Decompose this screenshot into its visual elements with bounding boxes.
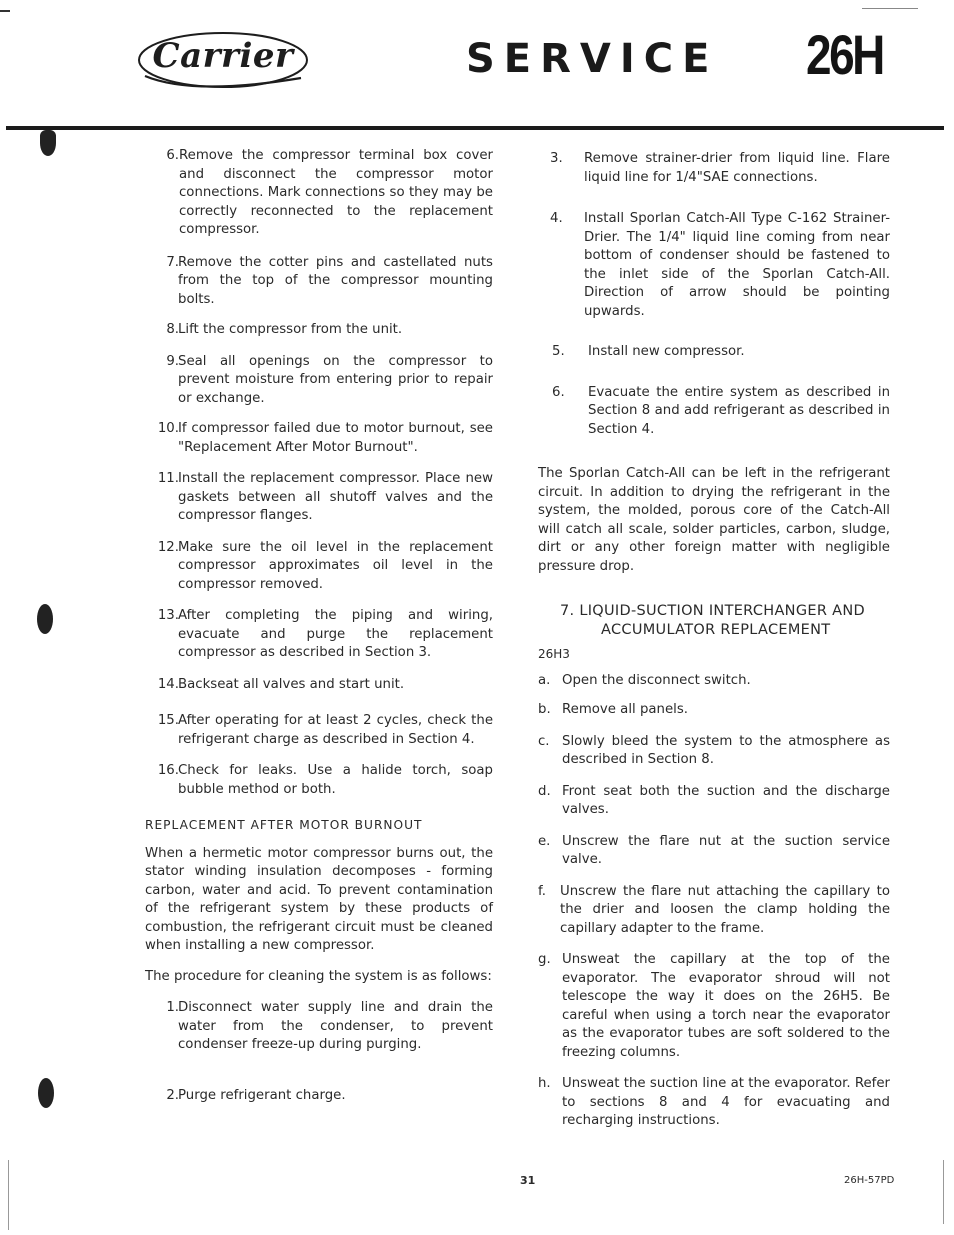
step-text: Remove the cotter pins and castellated nuts from the top of the compressor mounting bolts. [178, 254, 493, 307]
step-number: c. [538, 733, 550, 749]
step-number: f. [538, 883, 546, 899]
list-item [145, 470, 493, 526]
step-text: Unsweat the suction line at the evaporator. Refer to sections 8 and 4 for evacuating and recharging instructions. [562, 1076, 890, 1128]
step-number: 9. [166, 353, 179, 369]
left-margin-line [8, 1160, 9, 1230]
burnout-heading: REPLACEMENT AFTER MOTOR BURNOUT [145, 818, 423, 832]
catchall-paragraph: The Sporlan Catch-All can be left in the refrigerant circuit. In addition to drying the refrigerant in the system, the molded, porous core of the Catch-All will catch all scale, solder particles, carbon, sludge, dirt or any other foreign matter with negligible pressure drop. [538, 466, 890, 574]
step-number: 5. [552, 344, 565, 359]
step-number: 6. [166, 148, 179, 163]
step-text: Lift the compressor from the unit. [178, 322, 403, 337]
step-text: Unscrew the flare nut at the suction service valve. [562, 833, 890, 867]
carrier-logo [133, 30, 313, 102]
top-right-mark [862, 8, 918, 9]
list-item [145, 1087, 493, 1106]
step-number: 13. [157, 608, 179, 623]
list-item [145, 539, 493, 595]
step-number: 14. [157, 676, 179, 692]
step-number: b. [538, 702, 551, 717]
list-item [538, 783, 890, 820]
binder-hole-middle [37, 604, 53, 634]
step-text: After completing the piping and wiring, evacuate and purge the replacement compressor as described in Section 3. [178, 608, 493, 660]
header-rule [6, 126, 944, 130]
model-tag: 26H3 [538, 647, 570, 661]
list-item [538, 210, 890, 321]
model-number: 26H [806, 23, 883, 86]
list-item [538, 343, 890, 362]
step-number: a. [538, 672, 551, 688]
list-item [538, 701, 890, 720]
section-7-heading-line-2: ACCUMULATOR REPLACEMENT [601, 622, 831, 638]
list-item [145, 762, 493, 799]
burnout-paragraph: When a hermetic motor compressor burns out, the stator winding insulation decomposes - forming carbon, water and acid. To prevent contamination of the refrigerant system by these products of combustion, the refrigerant circuit must be cleaned when installing a new compressor. [145, 845, 493, 953]
step-text: Open the disconnect switch. [562, 672, 751, 688]
list-item [538, 951, 890, 1062]
step-text: Purge refrigerant charge. [178, 1087, 346, 1103]
right-margin-line [943, 1160, 944, 1224]
step-text: Install Sporlan Catch-All Type C-162 Strainer-Drier. The 1/4" liquid line coming from near bottom of condenser should be fastened to the inlet side of the Sporlan Catch-All. Direction of arrow should be pointing upwards. [584, 211, 890, 319]
list-item [145, 420, 493, 457]
list-item [145, 147, 493, 240]
page-number: 31 [520, 1174, 536, 1187]
step-text: Remove strainer-drier from liquid line. Flare liquid line for 1/4"SAE connections. [584, 151, 890, 185]
step-text: Slowly bleed the system to the atmosphere as described in Section 8. [562, 733, 890, 767]
left-column [145, 147, 493, 1105]
binder-hole-bottom [38, 1078, 54, 1108]
step-number: 16. [157, 763, 179, 778]
right-column [538, 150, 890, 1131]
section-7-heading-line-1: 7. LIQUID-SUCTION INTERCHANGER AND [560, 603, 865, 619]
step-text: Check for leaks. Use a halide torch, soap bubble method or both. [178, 763, 493, 797]
step-number: 12. [157, 539, 179, 555]
step-number: 3. [550, 151, 563, 166]
list-item [145, 254, 493, 310]
step-number: 11. [157, 471, 179, 486]
step-text: Front seat both the suction and the discharge valves. [562, 783, 890, 817]
list-item [538, 384, 890, 440]
burnout-intro: The procedure for cleaning the system is as follows: [145, 968, 492, 984]
step-text: Install new compressor. [588, 344, 745, 359]
list-item [145, 607, 493, 663]
step-text: Unscrew the flare nut attaching the capillary to the drier and loosen the clamp holding the capillary adapter to the frame. [560, 883, 890, 936]
step-number: 10. [157, 421, 179, 436]
step-number: 4. [550, 211, 563, 226]
list-item [538, 1075, 890, 1131]
step-text: Backseat all valves and start unit. [178, 676, 405, 692]
page-title: SERVICE [466, 36, 719, 82]
step-text: After operating for at least 2 cycles, check the refrigerant charge as described in Section 4. [178, 713, 493, 747]
list-item [145, 999, 493, 1055]
step-number: 15. [157, 713, 179, 728]
list-item [145, 321, 493, 340]
carrier-logo-text: Carrier [152, 36, 294, 76]
list-item [538, 833, 890, 870]
document-code: 26H-57PD [844, 1175, 895, 1186]
list-item [145, 676, 493, 695]
list-item [145, 712, 493, 749]
step-number: 6. [552, 384, 565, 400]
step-number: 7. [166, 254, 179, 270]
step-text: Remove all panels. [562, 702, 688, 717]
step-text: Seal all openings on the compressor to prevent moisture from entering prior to repair or exchange. [178, 353, 493, 406]
list-item [538, 733, 890, 770]
list-item [538, 883, 890, 939]
step-text: Disconnect water supply line and drain the water from the condenser, to prevent condenser freeze-up during purging. [178, 1000, 493, 1052]
step-number: e. [538, 833, 551, 849]
step-text: Unsweat the capillary at the top of the evaporator. The evaporator shroud will not telescope the way it does on the 26H5. Be careful when using a torch near the evaporator as the evaporator tubes are soft soldered to the freezing columns. [562, 952, 890, 1060]
step-number: 1. [166, 1000, 179, 1015]
step-text: Make sure the oil level in the replacement compressor approximates oil level in the compressor removed. [178, 539, 493, 592]
step-number: h. [538, 1076, 551, 1091]
list-item [538, 672, 890, 691]
step-number: 8. [166, 322, 179, 337]
step-number: 2. [166, 1087, 179, 1103]
step-text: Evacuate the entire system as described in Section 8 and add refrigerant as described in Section 4. [588, 384, 890, 437]
step-text: Remove the compressor terminal box cover and disconnect the compressor motor connections. Mark connections so they may be correctly reconnected to the replacement compressor. [179, 148, 493, 237]
step-text: If compressor failed due to motor burnout, see "Replacement After Motor Burnout". [178, 421, 493, 455]
binder-hole-top [40, 130, 56, 156]
list-item [538, 150, 890, 187]
list-item [145, 353, 493, 409]
step-number: g. [538, 952, 551, 967]
step-text: Install the replacement compressor. Place new gaskets between all shutoff valves and the compressor flanges. [178, 471, 493, 523]
top-left-mark [0, 10, 10, 12]
step-number: d. [538, 783, 551, 799]
